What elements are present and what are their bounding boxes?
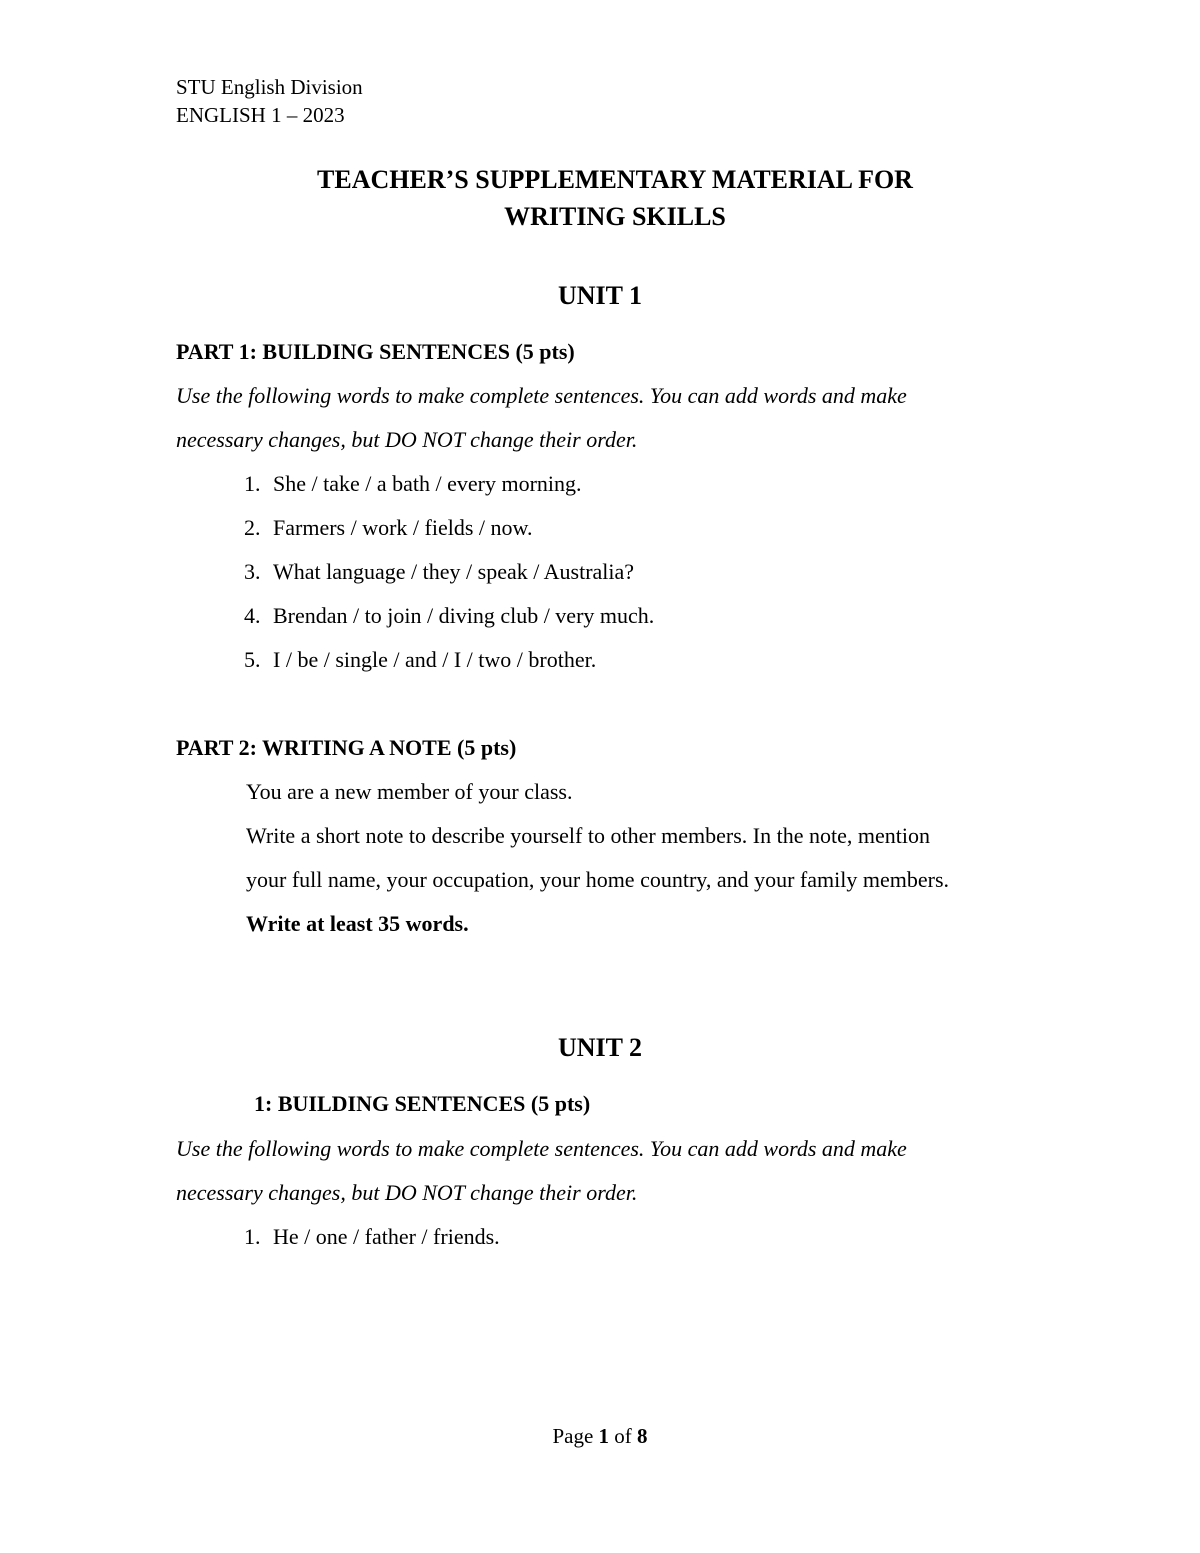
list-item-text: Farmers / work / fields / now. bbox=[273, 515, 533, 540]
unit1-heading: UNIT 1 bbox=[557, 281, 643, 310]
list-item bbox=[244, 515, 532, 541]
list-item-number: 3. bbox=[244, 559, 261, 584]
list-item-text: What language / they / speak / Australia? bbox=[273, 559, 635, 584]
list-item-text: He / one / father / friends. bbox=[273, 1224, 500, 1249]
unit2-part1-heading: 1: BUILDING SENTENCES (5 pts) bbox=[254, 1091, 591, 1116]
list-item bbox=[244, 471, 582, 497]
total-pages: 8 bbox=[637, 1424, 648, 1448]
header-course: ENGLISH 1 – 2023 bbox=[176, 103, 345, 127]
document-title-line2: WRITING SKILLS bbox=[504, 202, 726, 231]
unit1-part2-line1: You are a new member of your class. bbox=[246, 779, 573, 804]
list-item bbox=[244, 1224, 500, 1250]
unit2-part1-instruction-line1: Use the following words to make complete sentences. You can add words and make bbox=[176, 1136, 907, 1161]
list-item bbox=[244, 559, 634, 585]
list-item-number: 5. bbox=[244, 647, 261, 672]
list-item bbox=[244, 603, 654, 629]
list-item-number: 2. bbox=[244, 515, 261, 540]
unit1-part2-word-requirement: Write at least 35 words. bbox=[246, 911, 469, 936]
unit1-part2-line2: Write a short note to describe yourself to other members. In the note, mention bbox=[246, 823, 930, 848]
unit1-part1-instruction-line1: Use the following words to make complete sentences. You can add words and make bbox=[176, 383, 907, 408]
list-item-text: She / take / a bath / every morning. bbox=[273, 471, 582, 496]
unit1-part1-instruction-line2: necessary changes, but DO NOT change their order. bbox=[176, 427, 638, 452]
list-item-number: 4. bbox=[244, 603, 261, 628]
unit1-part1-heading: PART 1: BUILDING SENTENCES (5 pts) bbox=[176, 339, 575, 364]
list-item bbox=[244, 647, 596, 673]
page-number: 1 bbox=[598, 1424, 610, 1448]
unit2-heading: UNIT 2 bbox=[557, 1033, 643, 1062]
document-title-line1: TEACHER’S SUPPLEMENTARY MATERIAL FOR bbox=[317, 165, 913, 194]
unit1-part2-heading: PART 2: WRITING A NOTE (5 pts) bbox=[176, 735, 517, 760]
page-label: Page bbox=[552, 1424, 594, 1448]
list-item-text: Brendan / to join / diving club / very much. bbox=[273, 603, 655, 628]
list-item-number: 1. bbox=[244, 1224, 261, 1249]
unit2-part1-instruction-line2: necessary changes, but DO NOT change their order. bbox=[176, 1180, 638, 1205]
list-item-number: 1. bbox=[244, 471, 261, 496]
of-label: of bbox=[614, 1424, 632, 1448]
list-item-text: I / be / single / and / I / two / brother. bbox=[273, 647, 597, 672]
unit1-part2-line3: your full name, your occupation, your home country, and your family members. bbox=[246, 867, 950, 892]
page-footer bbox=[0, 1424, 1200, 1449]
header-division: STU English Division bbox=[176, 75, 363, 99]
